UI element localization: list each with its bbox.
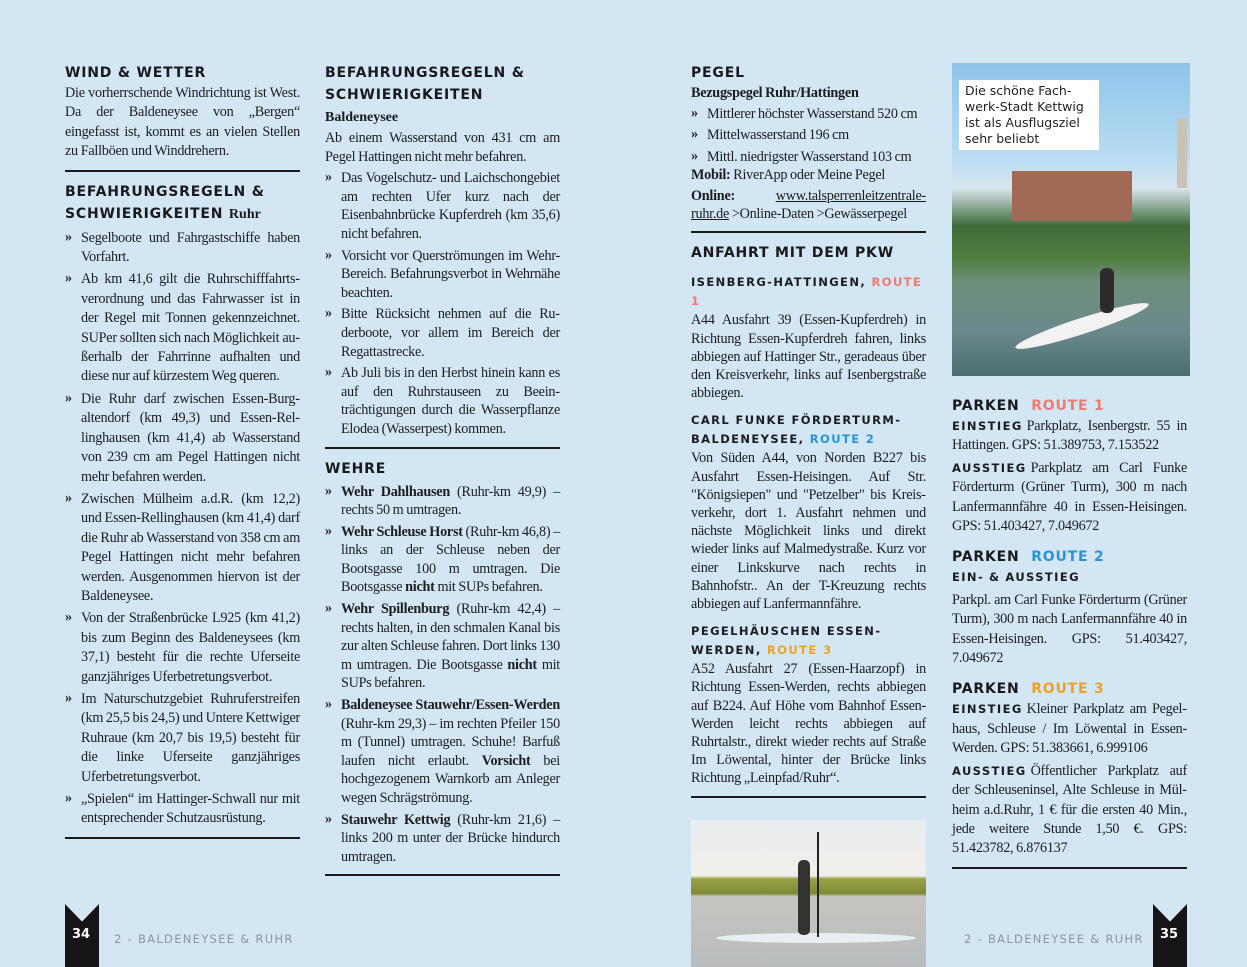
text: A52 Ausfahrt 27 (Essen-Haarzopf) in Richtung Essen-Werden, rechts abbiegen auf B224. Auf Höhe vom Bahnhof Essen-Werden leicht rechts abbiegen auf Ruhrtalstr., direkt wieder rechts auf Straße Im Löwental, hinter der Brücke links Richtung „Leinpfad/Ruhr“. [691,661,926,787]
photo-kettwig-town [952,63,1190,376]
paragraph [691,187,926,223]
photo-sup-paddler [691,820,926,967]
paragraph [65,84,300,162]
divider [691,231,926,233]
label: EINSTIEG [952,419,1023,433]
text: Mobil: [691,166,734,183]
text: Die vorherrschende Windrichtung ist West. Da der Baldeneysee von „Bergen“ eingefasst ist, kommt es an vielen Stellen zu Fallböen und Winddrehern. [65,85,300,160]
text: Segelboote und Fahrgastschiffe haben Vorfahrt. [81,229,300,266]
section-heading [65,62,300,84]
list-item [325,600,560,693]
subsection-heading [691,411,926,449]
list-item [65,609,300,687]
text: Zwischen Mülheim a.d.R. (km 12,2) und Essen-Rellinghausen (km 41,4) darf die Ruhr ab Wasserstand von 358 cm am Pegel Hattingen nicht mehr befahren werden. Ausgenommen hiervon ist der Baldeneysee. [81,490,300,604]
running-footer-right: 2 - BALDENEYSEE & RUHR [964,932,1144,946]
text: Wehr Spillenburg [341,601,450,618]
section-heading [691,242,926,264]
list-item [65,270,300,386]
text: Die Ruhr darf zwischen Essen-Burgaltendorf (km 49,3) und Essen-Rellinghausen (km 41,4) ab Wasserstand von 239 cm am Pegel Hattingen nicht mehr befahren werden. [81,390,300,485]
route-label: ROUTE 2 [1031,549,1105,566]
paragraph [691,84,926,102]
text: (Ruhr-km 42,4) – rechts halten, in den schmalen Kanal bis zur alten Schleuse fahren. Dort links 130 m umtragen. Die Bootsgasse [341,601,560,673]
text: Von Süden A44, von Norden B227 bis Ausfahrt Essen-Heisingen. Auf Str. "Königsiepen" und "Petzelber" bis Kreisverkehr, dort 1. Ausfahrt nehmen und nächste Möglichkeit links und direkt wieder links auf Malmedystraße. Kurz vor einer Linkskurve nach rechts in Bahnhofstr.. An der T-Kreuzung rechts abbiegen auf Lanfermannfähre. [691,450,926,613]
column-1 [65,60,300,848]
list-item [325,811,560,867]
section-heading [325,62,560,129]
heading-text: PARKEN [952,681,1026,698]
list-item [691,126,926,144]
text: (Ruhr-km 49,9) – rechts 50 m umtragen. [341,483,560,519]
text: Wehr Schleuse Horst [341,523,463,540]
text: Vorsicht [481,752,531,769]
column-4 [952,393,1187,878]
list-item [691,148,926,166]
heading-text: PEGELHÄUSCHEN ESSEN-WERDEN, [691,624,882,658]
list-item [325,169,560,243]
text: Von der Straßenbrücke L925 (km 41,2) bis zum Beginn des Baldeneysees (km 37,1) besteht für die rechte Uferseite ganzjähriges Uferbetretungsverbot. [81,610,300,685]
text: mit SUPs befahren. [341,656,560,692]
section-heading [952,678,1187,700]
route-label: ROUTE 2 [809,432,876,447]
divider [691,796,926,798]
text: Parkplatz, Isenbergstr. 55 in Hattingen. GPS: 51.389753, 7.153522 [952,418,1187,454]
heading-text: PARKEN [952,398,1026,414]
text: Wehr Dahlhausen [341,483,450,500]
text: Ab einem Wasserstand von 431 cm am Pegel Hattingen nicht mehr befahren. [325,130,560,165]
section-heading [325,458,560,480]
paragraph [691,660,926,787]
paragraph [952,568,1187,587]
text: Mittelwasserstand 196 cm [707,127,849,144]
text: Baldeneysee Stauwehr/Essen-Werden [341,697,560,714]
route-label: ROUTE 1 [1031,398,1105,414]
list-item [65,229,300,268]
page-number-left: 34 [72,927,91,942]
heading-text: BEFAHRUNGSREGELN & SCHWIERIGKEITEN [325,65,525,103]
label: EIN- & AUSSTIEG [952,570,1080,585]
section-heading [952,395,1187,417]
text: Ab Juli bis in den Herbst hinein kann es auf den Ruhrstauseen zu Beeinträchtigungen durch die Wasserpflanze Elodea (Wasserpest) kommen. [341,365,560,437]
paragraph [952,591,1187,669]
list-item [325,305,560,361]
heading-text: ANFAHRT MIT DEM PKW [691,245,894,262]
text: Online: [691,188,776,205]
website-link[interactable]: www.talsperrenleitzentrale-ruhr.de [691,188,926,223]
text: Stauwehr Kettwig [341,811,451,828]
route-label: ROUTE 3 [767,643,833,658]
list-item [65,390,300,487]
list-item [65,690,300,787]
text: Mittlerer höchster Wasserstand 520 cm [707,106,918,123]
label: AUSSTIEG [952,763,1027,778]
text: nicht [507,656,537,673]
text: Ab km 41,6 gilt die Ruhrschifffahrtsverordnung und das Fahrwasser ist in der Regel mit Tonnen gekennzeichnet. SUPer sollten sich nach Möglichkeit außerhalb der Fahrrinne aufhalten und diese nur auf kürzestem Weg queren. [81,271,300,385]
text: RiverApp oder Meine Pegel [733,166,886,183]
text: Bitte Rücksicht nehmen auf die Ruderboote, vor allem im Bereich der Regattastrecke. [341,306,560,360]
text: (Ruhr-km 21,6) – links 200 m unter der Brücke hindurch umtragen. [341,811,560,865]
paragraph [952,700,1187,758]
paragraph [952,459,1187,537]
list-item [691,105,926,123]
list-item [325,247,560,303]
divider [952,867,1187,869]
paragraph [691,311,926,402]
text: Bezugspegel Ruhr/Hattingen [691,85,859,101]
route-label: ROUTE 1 [691,275,923,309]
text: mit SUPs befahren. [434,579,543,596]
divider [65,837,300,839]
heading-text: WIND & WETTER [65,65,207,81]
text: Vorsicht vor Querströmungen im Wehr-Bereich. Befahrungsverbot in Wehrnähe beachten. [341,247,560,301]
section-heading [952,546,1187,568]
list-item [325,523,560,597]
heading-text: ISENBERG-HATTINGEN, [691,275,872,290]
list-item [65,790,300,829]
running-footer-left: 2 - BALDENEYSEE & RUHR [114,932,294,946]
column-2 [325,60,560,885]
text: bei hochgezogenem Warnkorb am Anleger wegen Schrägströmung. [341,752,560,806]
list-item [65,490,300,606]
list-item [325,483,560,520]
divider [65,170,300,172]
text: Das Vogelschutz- und Laichschongebiet am rechten Ufer kurz nach der Eisenbahnbrücke Kupferdreh (km 35,6) nicht befahren. [341,170,560,242]
heading-text: WEHRE [325,460,387,477]
divider [325,447,560,449]
section-heading [691,62,926,84]
subsection-heading [691,273,926,311]
list-item [325,364,560,438]
text: Parkpl. am Carl Funke Förderturm (Grüner Turm), 300 m nach Lanfermannfähre 40 in Essen-Heisingen. GPS: 51.403427, 7.049672 [952,591,1187,667]
heading-text: CARL FUNKE FÖRDERTURM-BALDENEYSEE, [691,413,902,447]
heading-text: PEGEL [691,65,745,81]
label: AUSSTIEG [952,460,1027,475]
paragraph [325,129,560,166]
text: >Online-Daten >Gewässerpegel [729,206,907,223]
text: Parkplatz am Carl Funke Förderturm (Grüner Turm), 300 m nach Lanfermannfähre 40 in Essen-Heisingen. GPS: 51.403427, 7.049672 [952,459,1187,535]
subsection-heading [691,622,926,660]
text: (Ruhr-km 29,3) – im rechten Pfeiler 150 m (Tunnel) umtragen. Schuhe! Barfuß laufen nicht erlaubt. [341,715,560,769]
section-heading [65,181,300,226]
paragraph [952,417,1187,456]
paragraph [952,762,1187,859]
paragraph [691,449,926,613]
page-number-right: 35 [1160,927,1179,942]
text: Im Naturschutzgebiet Ruhruferstreifen (km 25,5 bis 24,5) und Untere Kettwiger Ruhraue (km 20,7 bis 19,5) besteht für die linke Uferseite ganzjähriges Uferbetretungsverbot. [81,690,300,785]
list-item [325,696,560,808]
text: nicht [405,579,435,596]
text: (Ruhr-km 46,8) – links an der Schleuse neben der Bootsgasse 100 m umtragen. Die Bootsgasse [341,523,560,596]
route-label: ROUTE 3 [1031,681,1105,698]
text: „Spielen“ im Hattinger-Schwall nur mit entsprechender Schutzausrüstung. [81,791,300,827]
text: A44 Ausfahrt 39 (Essen-Kupferdreh) in Richtung Essen-Kupferdreh fahren, links abbiegen auf Hattinger Str., geradeaus über den Kreisverkehr, links auf Isenbergstraße abbiegen. [691,312,926,402]
heading-subtitle: Ruhr [228,206,261,222]
photo-caption: Die schöne Fachwerk-Stadt Kettwig ist als Ausflugsziel sehr beliebt [959,80,1099,150]
divider [325,874,560,876]
heading-text: PARKEN [952,549,1026,566]
text: Mittl. niedrigster Wasserstand 103 cm [707,148,912,165]
heading-text: BEFAHRUNGSREGELN & SCHWIERIGKEITEN [65,183,265,222]
column-3 [691,60,926,807]
text: Kleiner Parkplatz am Pegelhaus, Schleuse / Im Löwental in Essen-Werden. GPS: 51.383661, 6.999106 [952,701,1187,757]
heading-subtitle: Baldeneysee [325,110,399,125]
label: EINSTIEG [952,702,1023,717]
paragraph [691,166,926,184]
text: Öffentlicher Parkplatz auf der Schleuseninsel, Alte Schleuse in Mülheim a.d.Ruhr, 1 € für die ersten 40 Min., jede weitere Stunde 1,50 €. GPS: 51.423782, 6.876137 [952,762,1187,857]
